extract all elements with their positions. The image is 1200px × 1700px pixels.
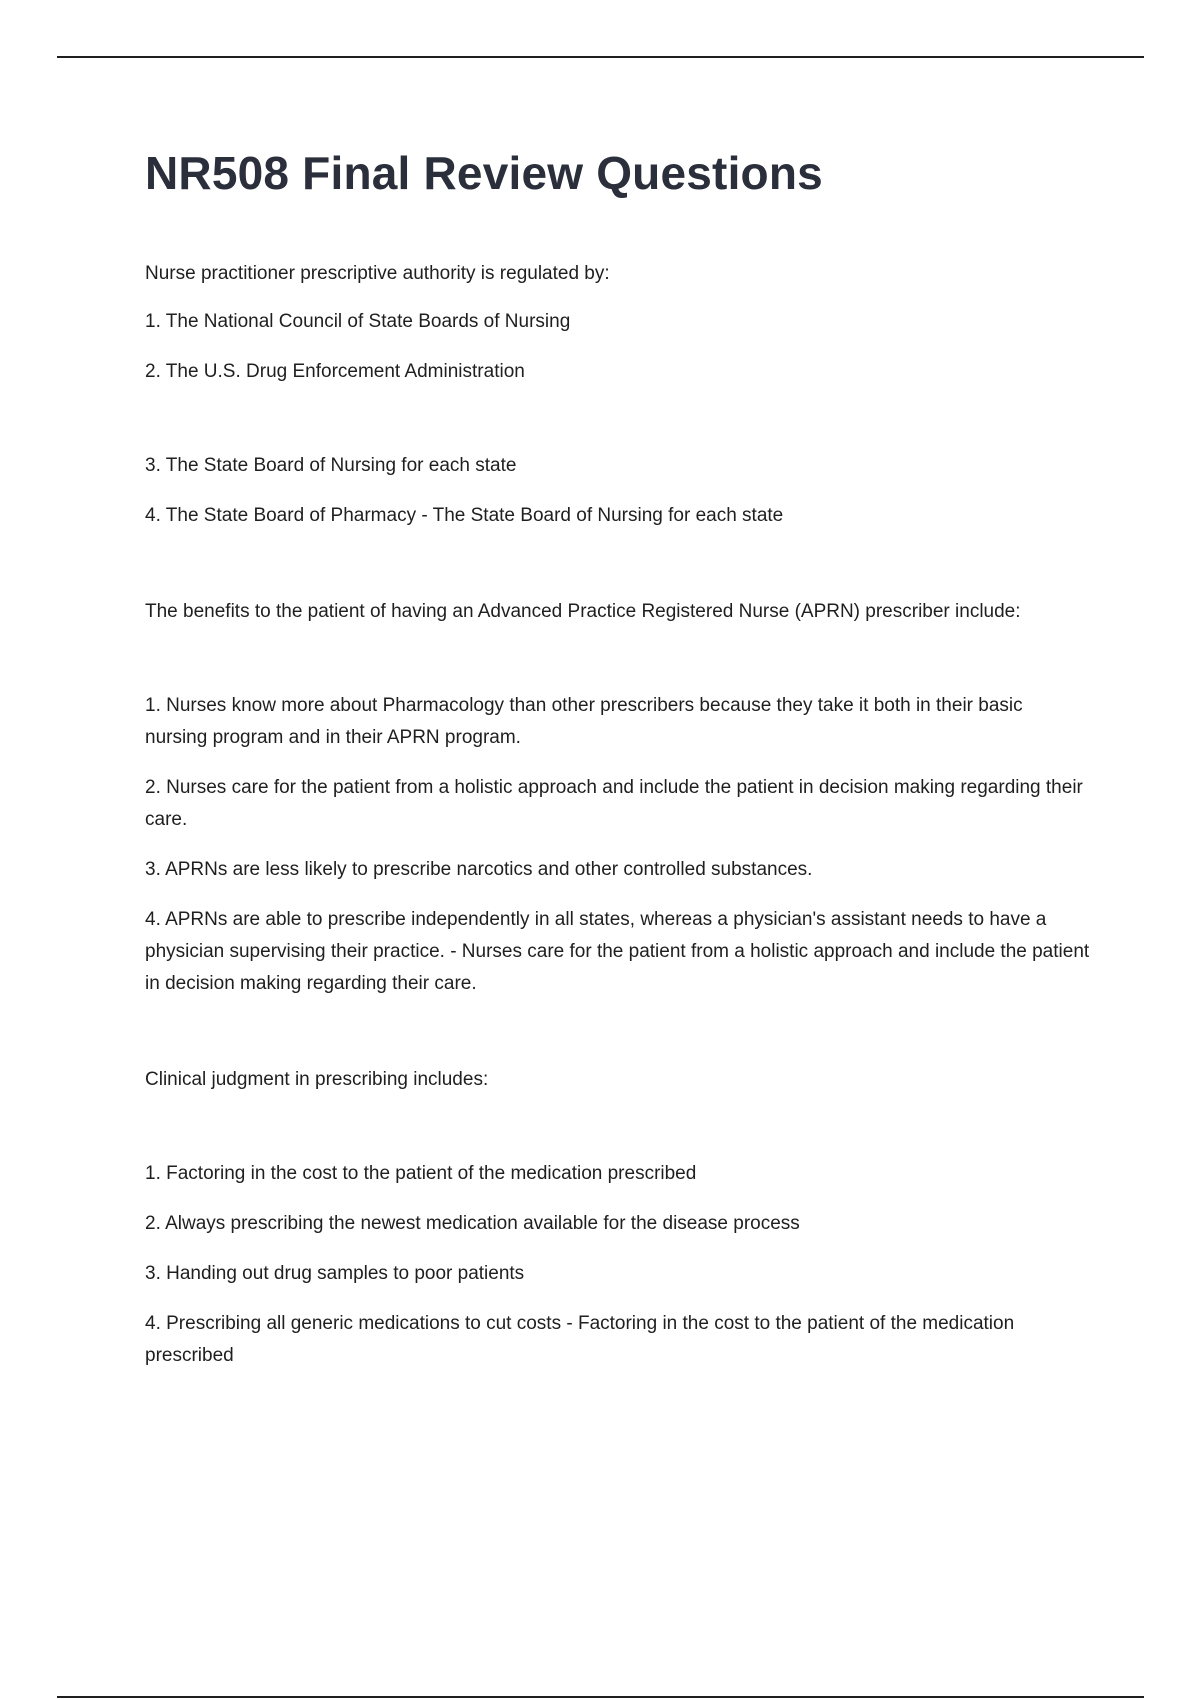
- question-prompt: Nurse practitioner prescriptive authority is regulated by:: [145, 263, 610, 284]
- spacer: [145, 644, 1090, 690]
- question-prompt: The benefits to the patient of having an Advanced Practice Registered Nurse (APRN) prescriber include:: [145, 601, 1021, 622]
- bottom-rule: [57, 1696, 1144, 1698]
- answer-option: 3. Handing out drug samples to poor patients: [145, 1263, 525, 1284]
- question-prompt: Clinical judgment in prescribing includes:: [145, 1069, 489, 1090]
- question-block: [145, 1064, 1090, 1372]
- answer-option: 3. APRNs are less likely to prescribe narcotics and other controlled substances.: [145, 859, 813, 880]
- document-title: NR508 Final Review Questions: [145, 147, 823, 199]
- answer-option: 4. The State Board of Pharmacy - The State Board of Nursing for each state: [145, 505, 784, 526]
- question-block: [145, 258, 1090, 532]
- spacer: [145, 1018, 1090, 1064]
- spacer: [145, 1112, 1090, 1158]
- answer-option: 2. The U.S. Drug Enforcement Administration: [145, 361, 525, 382]
- answer-option: 2. Nurses care for the patient from a holistic approach and include the patient in decision making regarding their care.: [145, 777, 1083, 830]
- answer-option: 3. The State Board of Nursing for each state: [145, 455, 517, 476]
- answer-option: 2. Always prescribing the newest medication available for the disease process: [145, 1213, 800, 1234]
- answer-option: 4. APRNs are able to prescribe independently in all states, whereas a physician's assistant needs to have a physician supervising their practice. - Nurses care for the patient from a holistic approach and include the patient in decision making regarding their care.: [145, 909, 1090, 994]
- document-body: [145, 140, 1090, 1390]
- spacer: [145, 406, 1090, 450]
- answer-option: 4. Prescribing all generic medications to cut costs - Factoring in the cost to the patient of the medication prescribed: [145, 1313, 1015, 1366]
- top-rule: [57, 56, 1144, 58]
- answer-option: 1. Factoring in the cost to the patient of the medication prescribed: [145, 1163, 697, 1184]
- answer-option: 1. Nurses know more about Pharmacology than other prescribers because they take it both in their basic nursing program and in their APRN program.: [145, 695, 1023, 748]
- spacer: [145, 550, 1090, 596]
- question-block: [145, 596, 1090, 1000]
- answer-option: 1. The National Council of State Boards of Nursing: [145, 311, 571, 332]
